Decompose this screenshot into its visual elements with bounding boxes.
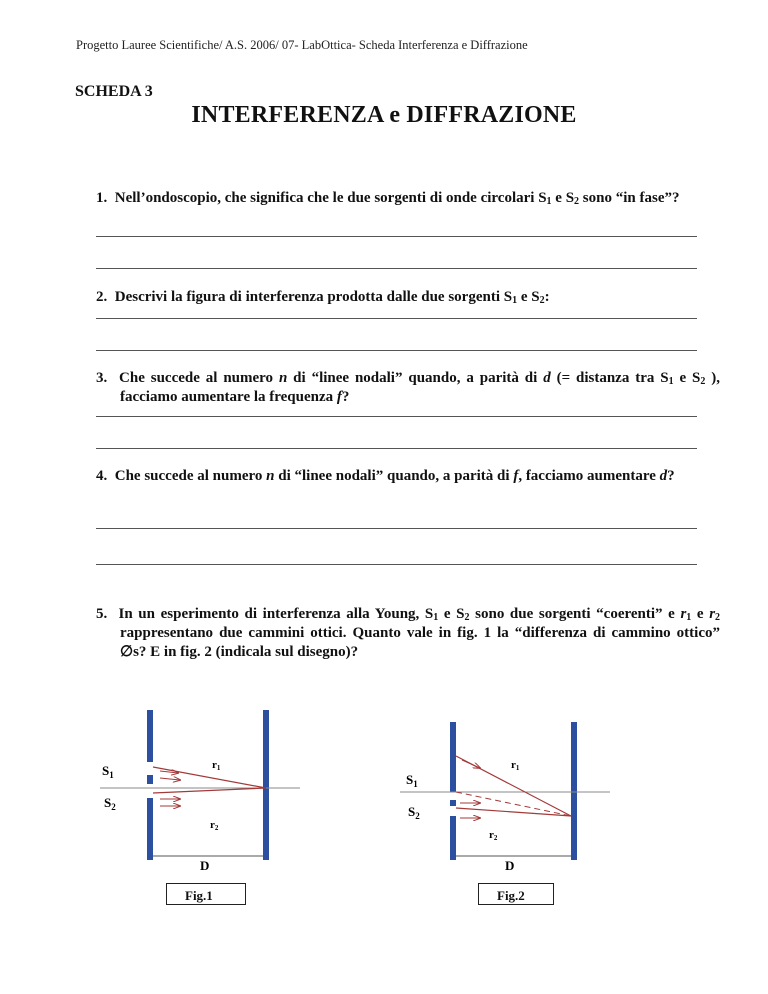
answer-line-2b[interactable] [96, 350, 697, 351]
question-4-text: Che succede al numero n di “linee nodali” quando, a parità di f, facciamo aumentare d? [114, 468, 675, 484]
scheda-label: SCHEDA 3 [75, 83, 153, 100]
answer-line-1a[interactable] [96, 236, 697, 237]
question-3 [96, 369, 720, 407]
fig2-caption: Fig.2 [478, 883, 554, 905]
fig1-screen [263, 710, 269, 860]
answer-line-3a[interactable] [96, 416, 697, 417]
fig2-label-r1: r1 [511, 759, 520, 772]
fig1-barrier-lower [147, 798, 153, 860]
question-5-number: 5. [96, 606, 108, 622]
fig1-wave-arrow-2 [160, 778, 180, 780]
fig2-barrier-upper [450, 722, 456, 792]
fig2-label-s1: $S_1$ [406, 772, 418, 789]
question-3-text: Che succede al numero n di “linee nodali” quando, a parità di d (= distanza tra $S_1$ e $S_2$ ), facciamo aumentare la frequenza f? [119, 370, 721, 405]
fig1-ray-r1 [153, 767, 266, 788]
question-4 [96, 467, 720, 486]
question-1 [96, 189, 720, 208]
question-4-number: 4. [96, 468, 108, 484]
question-5-text: In un esperimento di interferenza alla Young, $S_1$ e $S_2$ sono due sorgenti “coerenti” e $r_1$ e $r_2$ rappresentano due cammini ottici. Quanto vale in fig. 1 la “differenza di cammino ottico” ∅s? E in fig. 2 (indicala sul disegno)? [118, 606, 721, 660]
question-3-number: 3. [96, 370, 108, 386]
figures-area [0, 700, 768, 970]
figure-2-diagram [400, 722, 610, 873]
question-5 [96, 605, 720, 662]
question-2-number: 2. [96, 289, 108, 305]
fig1-label-d: D [200, 858, 210, 873]
question-2 [96, 288, 720, 307]
fig2-wave-arrow-1 [462, 760, 480, 768]
fig1-barrier-middle [147, 775, 153, 784]
answer-line-4a[interactable] [96, 528, 697, 529]
fig2-label-s2: $S_2$ [408, 804, 420, 821]
fig1-label-s2: $S_2$ [104, 795, 116, 812]
fig1-barrier-upper [147, 710, 153, 762]
answer-line-1b[interactable] [96, 268, 697, 269]
fig2-label-d: D [505, 858, 515, 873]
figure-1-diagram [100, 710, 300, 873]
fig1-ray-r2 [153, 788, 266, 793]
fig2-screen [571, 722, 577, 860]
figures-svg [0, 700, 768, 970]
question-2-text: Descrivi la figura di interferenza prodotta dalle due sorgenti $S_1$ e $S_2$: [114, 289, 550, 306]
fig1-label-r2: r2 [210, 819, 219, 832]
fig2-barrier-middle [450, 800, 456, 806]
page-title: INTERFERENZA e DIFFRAZIONE [191, 102, 577, 128]
answer-line-3b[interactable] [96, 448, 697, 449]
fig1-caption: Fig.1 [166, 883, 246, 905]
answer-line-4b[interactable] [96, 564, 697, 565]
fig2-barrier-lower [450, 816, 456, 860]
question-1-text: Nell’ondoscopio, che significa che le due sorgenti di onde circolari $S_1$ e $S_2$ sono “in fase”? [114, 190, 680, 207]
fig2-label-r2: r2 [489, 829, 498, 842]
fig2-ray-r2 [456, 808, 571, 816]
fig1-label-s1: $S_1$ [102, 763, 114, 780]
question-1-number: 1. [96, 190, 108, 206]
fig1-label-r1: r1 [212, 759, 221, 772]
running-header: Progetto Lauree Scientifiche/ A.S. 2006/ 07- LabOttica- Scheda Interferenza e Diffrazione [76, 38, 528, 52]
answer-line-2a[interactable] [96, 318, 697, 319]
